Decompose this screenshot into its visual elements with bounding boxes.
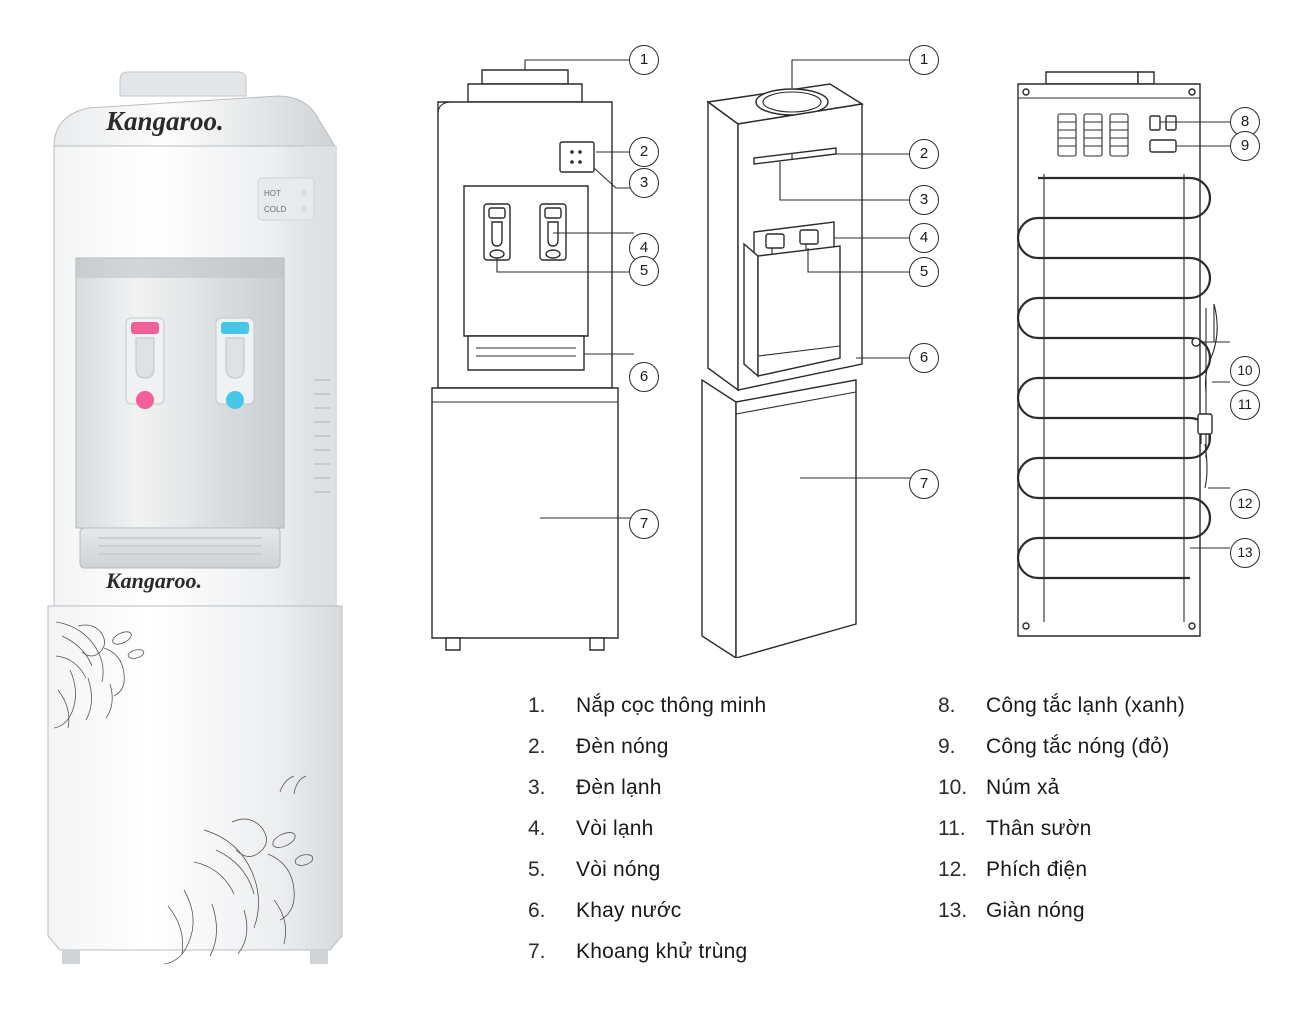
legend-label: Công tắc lạnh (xanh) bbox=[986, 694, 1185, 717]
legend-number: 10. bbox=[938, 776, 968, 799]
legend-label: Vòi nóng bbox=[576, 858, 661, 881]
legend-column-left bbox=[528, 694, 878, 981]
list-item bbox=[938, 735, 1288, 759]
callout-front-2: 2 bbox=[629, 137, 659, 167]
legend-label: Thân sườn bbox=[986, 817, 1092, 840]
hot-indicator-label: HOT bbox=[264, 189, 281, 198]
brand-logo-bottom: Kangaroo. bbox=[106, 568, 202, 593]
callout-back-11: 11 bbox=[1230, 390, 1260, 420]
callout-iso-4: 4 bbox=[909, 223, 939, 253]
legend-number: 4. bbox=[528, 817, 546, 840]
callout-back-13: 13 bbox=[1230, 538, 1260, 568]
callout-front-7: 7 bbox=[629, 509, 659, 539]
callout-front-4: 4 bbox=[629, 233, 659, 263]
parts-legend bbox=[528, 694, 1288, 981]
legend-number: 2. bbox=[528, 735, 546, 758]
list-item bbox=[528, 899, 878, 923]
list-item bbox=[938, 817, 1288, 841]
cold-indicator-label: COLD bbox=[264, 205, 287, 214]
legend-label: Núm xả bbox=[986, 776, 1060, 799]
legend-number: 12. bbox=[938, 858, 968, 881]
callout-front-6: 6 bbox=[629, 362, 659, 392]
list-item bbox=[528, 940, 878, 964]
callout-front-5: 5 bbox=[629, 256, 659, 286]
callout-iso-2: 2 bbox=[909, 139, 939, 169]
callout-iso-5: 5 bbox=[909, 257, 939, 287]
legend-label: Phích điện bbox=[986, 858, 1088, 881]
callout-front-1: 1 bbox=[629, 45, 659, 75]
list-item bbox=[528, 858, 878, 882]
legend-number: 8. bbox=[938, 694, 956, 717]
legend-label: Khay nước bbox=[576, 899, 682, 922]
legend-label: Đèn nóng bbox=[576, 735, 669, 758]
callout-back-12: 12 bbox=[1230, 489, 1260, 519]
front-view-leaders bbox=[420, 58, 660, 618]
list-item bbox=[528, 817, 878, 841]
product-photo bbox=[18, 50, 398, 980]
legend-label: Nắp cọc thông minh bbox=[576, 694, 767, 717]
iso-view-leaders bbox=[680, 58, 950, 618]
legend-number: 9. bbox=[938, 735, 956, 758]
list-item bbox=[938, 776, 1288, 800]
legend-column-right bbox=[938, 694, 1288, 981]
callout-back-8: 8 bbox=[1230, 107, 1260, 137]
legend-number: 3. bbox=[528, 776, 546, 799]
legend-number: 6. bbox=[528, 899, 546, 922]
callout-back-10: 10 bbox=[1230, 356, 1260, 386]
legend-label: Vòi lạnh bbox=[576, 817, 654, 840]
legend-label: Đèn lạnh bbox=[576, 776, 662, 799]
legend-label: Công tắc nóng (đỏ) bbox=[986, 735, 1170, 758]
legend-number: 1. bbox=[528, 694, 546, 717]
list-item bbox=[528, 735, 878, 759]
callout-iso-3: 3 bbox=[909, 185, 939, 215]
legend-number: 11. bbox=[938, 817, 966, 840]
list-item bbox=[528, 776, 878, 800]
callout-iso-1: 1 bbox=[909, 45, 939, 75]
hot-tap bbox=[126, 318, 164, 409]
legend-number: 13. bbox=[938, 899, 968, 922]
callout-front-3: 3 bbox=[629, 168, 659, 198]
callout-back-9: 9 bbox=[1230, 131, 1260, 161]
callout-iso-7: 7 bbox=[909, 469, 939, 499]
cold-tap bbox=[216, 318, 254, 409]
list-item bbox=[938, 899, 1288, 923]
legend-number: 7. bbox=[528, 940, 546, 963]
list-item bbox=[938, 858, 1288, 882]
legend-label: Giàn nóng bbox=[986, 899, 1085, 922]
brand-logo-top: Kangaroo. bbox=[106, 106, 224, 136]
legend-number: 5. bbox=[528, 858, 546, 881]
callout-iso-6: 6 bbox=[909, 343, 939, 373]
list-item bbox=[528, 694, 878, 718]
legend-label: Khoang khử trùng bbox=[576, 940, 748, 963]
list-item bbox=[938, 694, 1288, 718]
